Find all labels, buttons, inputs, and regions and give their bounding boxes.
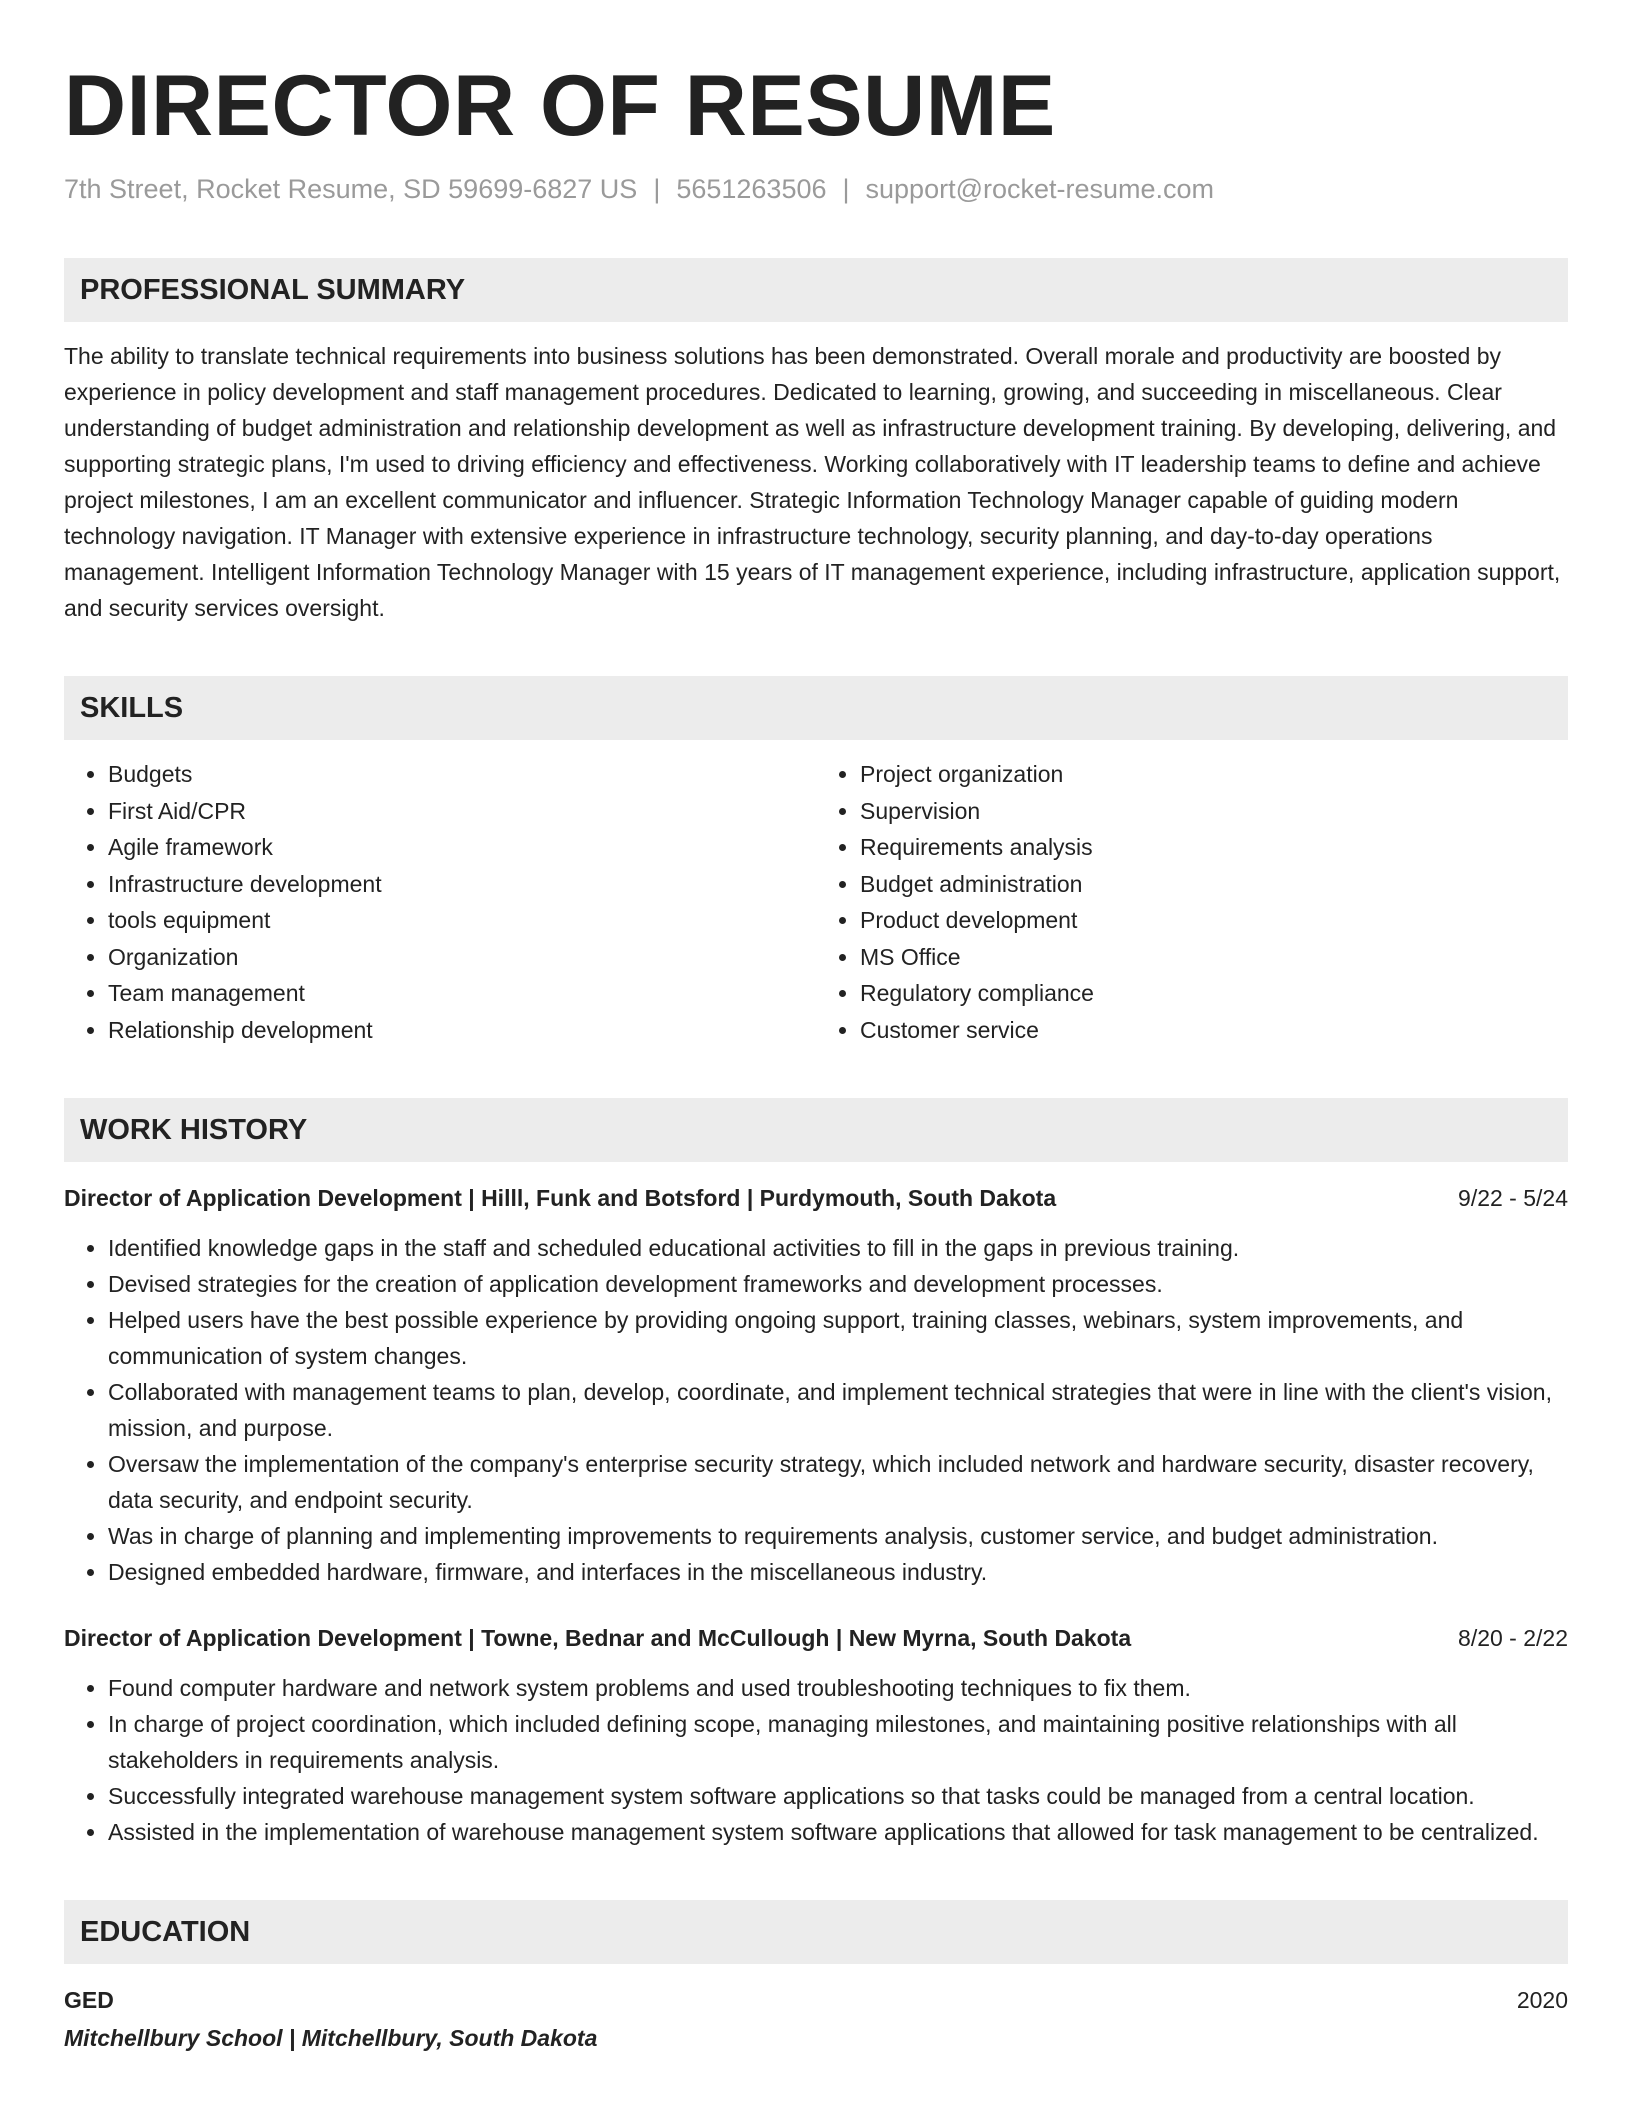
professional-summary-text: The ability to translate technical requirements into business solutions has been demonstrated. Overall morale and productivity are boosted by experience in policy development and staff management procedures. Dedicated to learning, growing, and succeeding in miscellaneous. Clear understanding of budget administration and relationship development as well as infrastructure development training. By developing, delivering, and supporting strategic plans, I'm used to driving efficiency and effectiveness. Working collaboratively with IT leadership teams to define and achieve project milestones, I am an excellent communicator and influencer. Strategic Information Technology Manager capable of guiding modern technology navigation. IT Manager with extensive experience in infrastructure technology, security planning, and day-to-day operations management. Intelligent Information Technology Manager with 15 years of IT management experience, including infrastructure, application support, and security services oversight. — [64, 343, 1561, 621]
skills-list-left — [64, 756, 816, 1048]
skill-item: • Requirements analysis — [860, 829, 1568, 866]
skill-item: • Budgets — [108, 756, 816, 793]
contact-address: 7th Street, Rocket Resume, SD 59699-6827 US — [64, 174, 638, 204]
skill-item: • Team management — [108, 975, 816, 1012]
job-bullet: • Oversaw the implementation of the company's enterprise security strategy, which included network and hardware security, disaster recovery, data security, and endpoint security. — [108, 1446, 1568, 1518]
education-entry — [64, 1982, 1568, 2056]
job-bullet: • Successfully integrated warehouse management system software applications so that tasks could be managed from a central location. — [108, 1778, 1568, 1814]
job-dates: 8/20 - 2/22 — [1458, 1625, 1568, 1651]
skill-item: • Regulatory compliance — [860, 975, 1568, 1012]
skill-item: • Customer service — [860, 1012, 1568, 1049]
skills-columns — [64, 756, 1568, 1048]
contact-email: support@rocket-resume.com — [865, 174, 1215, 204]
job-dates: 9/22 - 5/24 — [1458, 1185, 1568, 1211]
job-bullet: • Was in charge of planning and implementing improvements to requirements analysis, customer service, and budget administration. — [108, 1518, 1568, 1554]
job-title: Director of Application Development | Hilll, Funk and Botsford | Purdymouth, South Dakota — [64, 1185, 1057, 1211]
contact-separator: | — [842, 174, 850, 204]
skill-item: • Relationship development — [108, 1012, 816, 1049]
section-heading-skills: SKILLS — [64, 676, 1568, 740]
education-school: Mitchellbury School | Mitchellbury, South Dakota — [64, 2025, 598, 2051]
contact-separator: | — [653, 174, 661, 204]
job-bullet: • In charge of project coordination, which included defining scope, managing milestones, and maintaining positive relationships with all stakeholders in requirements analysis. — [108, 1706, 1568, 1778]
job-bullet: • Collaborated with management teams to plan, develop, coordinate, and implement technical strategies that were in line with the client's vision, mission, and purpose. — [108, 1374, 1568, 1446]
job-entry — [64, 1620, 1568, 1850]
job-bullet: • Designed embedded hardware, firmware, and interfaces in the miscellaneous industry. — [108, 1554, 1568, 1590]
education-year: 2020 — [1516, 1987, 1568, 2013]
job-bullet: • Identified knowledge gaps in the staff and scheduled educational activities to fill in the gaps in previous training. — [108, 1230, 1568, 1266]
job-bullet: • Found computer hardware and network system problems and used troubleshooting techniques to fix them. — [108, 1670, 1568, 1706]
skill-item: • Agile framework — [108, 829, 816, 866]
skill-item: • Budget administration — [860, 866, 1568, 903]
skill-item: • MS Office — [860, 939, 1568, 976]
skill-item: • tools equipment — [108, 902, 816, 939]
contact-line — [64, 170, 1568, 208]
skill-item: • First Aid/CPR — [108, 793, 816, 830]
resume-name: DIRECTOR OF RESUME — [64, 58, 1056, 154]
job-header — [64, 1620, 1568, 1656]
skill-item: • Infrastructure development — [108, 866, 816, 903]
section-heading-education: EDUCATION — [64, 1900, 1568, 1964]
job-title: Director of Application Development | Towne, Bednar and McCullough | New Myrna, South Dakota — [64, 1625, 1132, 1651]
skill-item: • Project organization — [860, 756, 1568, 793]
education-degree: GED — [64, 1987, 114, 2013]
skill-item: • Supervision — [860, 793, 1568, 830]
section-heading-summary: PROFESSIONAL SUMMARY — [64, 258, 1568, 322]
skill-item: • Organization — [108, 939, 816, 976]
job-bullet: • Devised strategies for the creation of application development frameworks and development processes. — [108, 1266, 1568, 1302]
job-bullets — [64, 1670, 1568, 1850]
job-bullets — [64, 1230, 1568, 1590]
job-header — [64, 1180, 1568, 1216]
section-heading-work-history: WORK HISTORY — [64, 1098, 1568, 1162]
job-entry — [64, 1180, 1568, 1590]
job-bullet: • Helped users have the best possible experience by providing ongoing support, training classes, webinars, system improvements, and communication of system changes. — [108, 1302, 1568, 1374]
skill-item: • Product development — [860, 902, 1568, 939]
contact-phone: 5651263506 — [676, 174, 827, 204]
job-bullet: • Assisted in the implementation of warehouse management system software applications that allowed for task management to be centralized. — [108, 1814, 1568, 1850]
skills-list-right — [816, 756, 1568, 1048]
education-header — [64, 1982, 1568, 2018]
